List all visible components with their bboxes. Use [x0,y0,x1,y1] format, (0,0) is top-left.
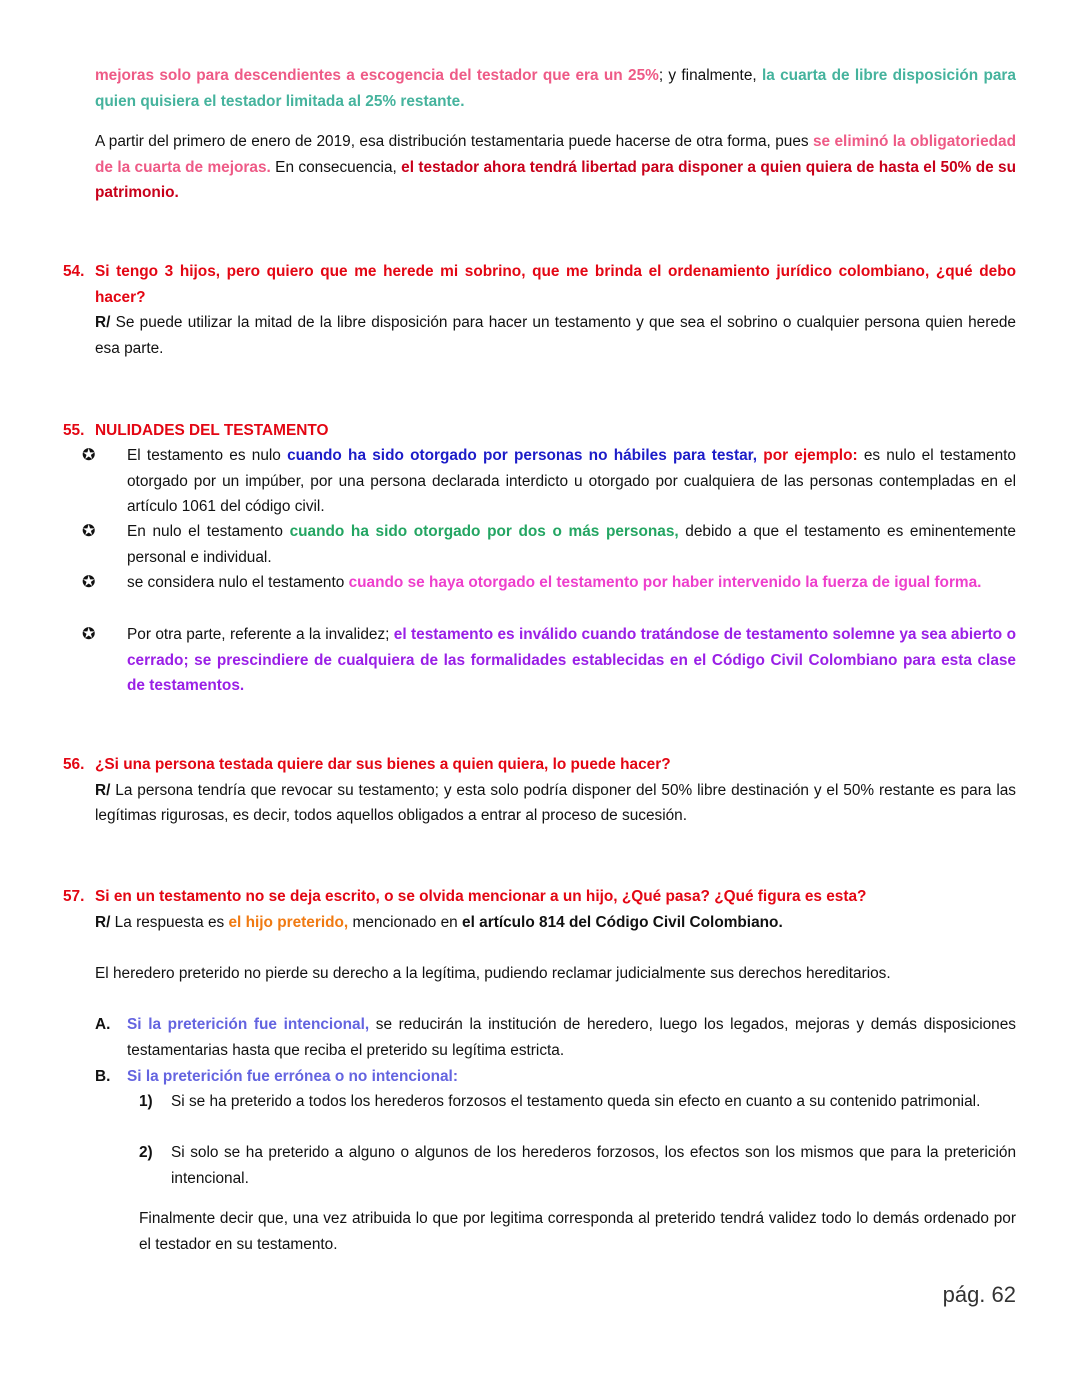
question-text: ¿Si una persona testada quiere dar sus bienes a quien quiera, lo puede hacer? [95,756,671,773]
text-segment: cuando ha sido otorgado por dos o más personas, [289,523,679,540]
paragraph-2019-reform [95,129,1016,206]
question-number: 56. [63,756,85,773]
text-segment: Si la preterición fue intencional, [127,1016,370,1033]
text-segment: El testamento es nulo [127,447,288,464]
answer-label: R/ [95,314,111,331]
text-segment: el testamento es inválido cuando tratándose de testamento solemne ya sea abierto o cerrado; se prescindiere de cualquiera de las formalidades establecidas en el Código Civil Colombiano para esta clase de testamentos. [127,626,1016,694]
text-segment: Si se ha preterido a todos los herederos forzosos el testamento queda sin efecto en cuanto a su contenido patrimonial. [171,1093,981,1110]
paragraph-heredero-preterido: El heredero preterido no pierde su derecho a la legítima, pudiendo reclamar judicialmente sus derechos hereditarios. [95,965,891,982]
question-54 [63,259,1016,361]
text-segment: el testador ahora tendrá libertad para disponer a quien quiera de hasta el 50% de su patrimonio. [95,158,1017,201]
answer-label: R/ [95,781,111,799]
text-segment: La respuesta es [110,913,229,931]
text-segment: mencionado en [348,913,463,931]
text-segment: por ejemplo: [757,447,858,464]
text-segment: es nulo el testamento otorgado por un impúber, por una persona declarada interdicto u otorgado por cualquiera de las personas contempladas en el artículo 1061 del código civil. [127,447,1016,515]
text-segment: la cuarta de libre disposición para quien quisiera el testador limitada al 25% restante. [95,67,1016,110]
list-label: 2) [139,1144,153,1161]
bullet-item [82,443,1016,520]
question-55-heading [63,418,1016,444]
text-segment: Si la preterición fue errónea o no intencional: [127,1068,458,1085]
list-item-2 [139,1140,1016,1191]
text-segment: se considera nulo el testamento [127,574,349,591]
question-number: 57. [63,888,85,905]
text-segment: En consecuencia, [270,158,402,176]
paragraph-final: Finalmente decir que, una vez atribuida lo que por legitima corresponda al preterido tendrá validez todo lo demás ordenado por el testador en su testamento. [139,1210,1016,1253]
list-item-b [95,1064,1016,1090]
bullet-item [82,622,1016,699]
text-segment: se reducirán la institución de heredero, luego los legados, mejoras y demás disposiciones testamentarias hasta que reciba el preterido su legítima estricta. [127,1016,1016,1059]
question-number: 54. [63,263,85,280]
text-segment: ; y finalmente, [658,67,762,84]
question-57 [63,884,1016,935]
section-title: NULIDADES DEL TESTAMENTO [95,422,329,439]
text-segment: Por otra parte, referente a la invalidez; [127,626,394,643]
star-circle-icon: ✪ [82,447,96,464]
text-segment: se eliminó la obligatoriedad de la cuarta de mejoras. [95,133,1017,176]
answer-text: La persona tendría que revocar su testamento; y esta solo podría disponer del 50% libre destinación y el 50% restante es para las legítimas rigurosas, es decir, todos aquellos obligados a entrar al proceso de sucesión. [95,781,1016,824]
question-text: Si tengo 3 hijos, pero quiero que me herede mi sobrino, que me brinda el ordenamiento jurídico colombiano, ¿qué debo hacer? [95,263,1016,306]
text-segment: Si solo se ha preterido a alguno o algunos de los herederos forzosos, los efectos son los mismos que para la preterición intencional. [171,1144,1016,1187]
star-circle-icon: ✪ [82,626,96,643]
text-segment: cuando ha sido otorgado por personas no hábiles para testar, [287,447,758,464]
star-circle-icon: ✪ [82,574,96,591]
text-segment: el hijo preterido, [228,913,349,931]
question-56 [63,752,1016,829]
text-segment: En nulo el testamento [127,523,290,540]
paragraph-cuarta-libre [95,63,1016,114]
list-item-1 [139,1089,1016,1115]
bullet-item [82,570,1016,596]
question-number: 55. [63,422,85,439]
text-segment: A partir del primero de enero de 2019, esa distribución testamentaria puede hacerse de otra forma, pues [95,133,813,150]
list-label: A. [95,1016,111,1033]
text-segment: mejoras solo para descendientes a escogencia del testador que era un 25% [95,67,659,84]
answer-label: R/ [95,913,111,931]
question-text: Si en un testamento no se deja escrito, o se olvida mencionar a un hijo, ¿Qué pasa? ¿Qué figura es esta? [95,888,867,905]
text-segment: debido a que el testamento es eminentemente personal e individual. [127,523,1016,566]
answer-text: Se puede utilizar la mitad de la libre disposición para hacer un testamento y que sea el sobrino o cualquier persona quien herede esa parte. [95,314,1016,357]
bullet-item [82,519,1016,570]
list-label: B. [95,1068,111,1085]
list-item-a [95,1012,1016,1063]
page-number: pág. 62 [942,1282,1016,1307]
text-segment: el artículo 814 del Código Civil Colombiano. [462,913,783,931]
text-segment: cuando se haya otorgado el testamento por haber intervenido la fuerza de igual forma. [348,574,982,591]
list-label: 1) [139,1093,153,1110]
star-circle-icon: ✪ [82,523,96,540]
